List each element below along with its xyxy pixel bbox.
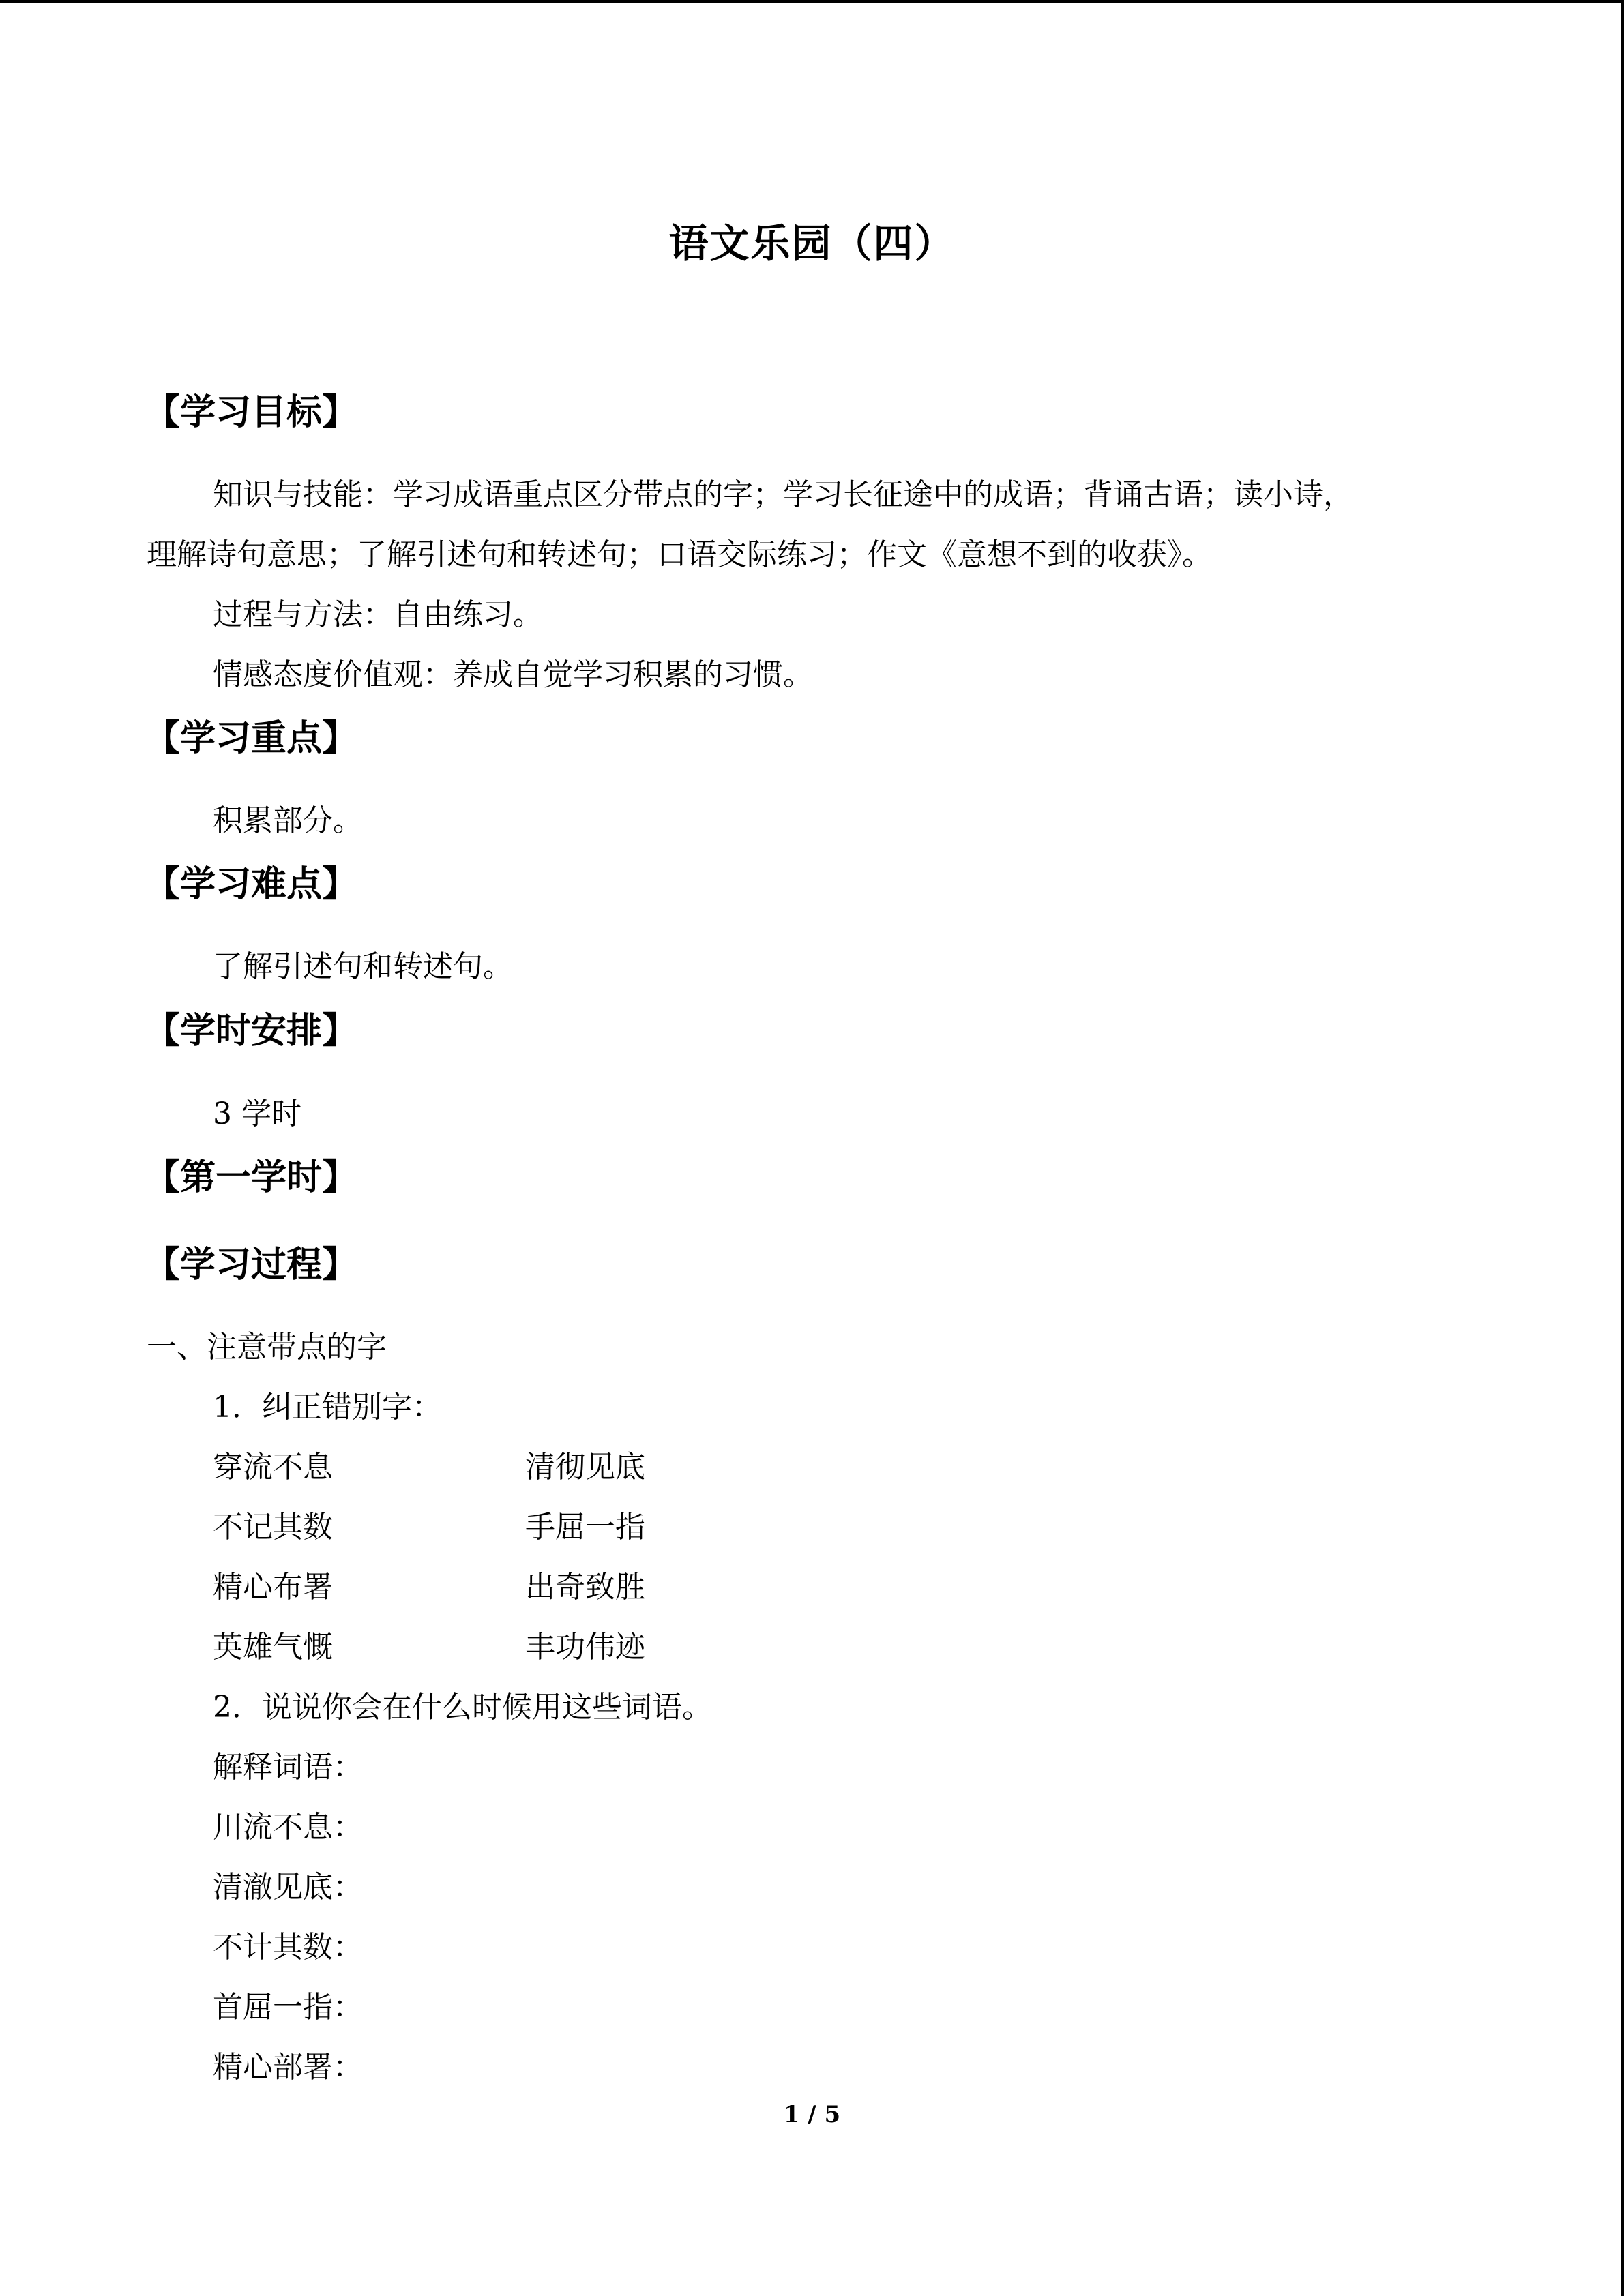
- explain-item: 精心部署：: [213, 2050, 363, 2085]
- page-number: 1 / 5: [783, 2101, 841, 2128]
- objectives-line-2: 理解诗句意思；了解引述句和转述句；口语交际练习；作文《意想不到的收获》。: [147, 537, 1212, 572]
- explain-item: 不计其数：: [213, 1930, 363, 1965]
- heading-difficulties: 【学习难点】: [145, 863, 358, 905]
- explain-label: 解释词语：: [213, 1750, 363, 1785]
- explain-item: 首屈一指：: [213, 1990, 363, 2025]
- word-left: 不记其数: [213, 1510, 333, 1545]
- word-left: 精心布署: [213, 1570, 333, 1605]
- heading-key-points: 【学习重点】: [145, 717, 358, 759]
- attitude-values: 情感态度价值观：养成自觉学习积累的习惯。: [213, 657, 813, 692]
- key-points-text: 积累部分。: [213, 803, 363, 838]
- item-two: 2．说说你会在什么时候用这些词语。: [213, 1690, 712, 1725]
- page-top-border: [0, 0, 1624, 3]
- explain-item: 川流不息：: [213, 1810, 363, 1845]
- word-right: 丰功伟迹: [525, 1630, 645, 1665]
- word-right: 清彻见底: [525, 1450, 645, 1485]
- word-left: 穿流不息: [213, 1450, 333, 1485]
- part-one-title: 一、注意带点的字: [147, 1330, 387, 1365]
- heading-objectives: 【学习目标】: [145, 391, 358, 433]
- heading-first-lesson: 【第一学时】: [145, 1157, 358, 1198]
- word-right: 手屈一指: [525, 1510, 645, 1545]
- word-right: 出奇致胜: [525, 1570, 645, 1605]
- page-right-border: [1621, 0, 1624, 2296]
- process-method: 过程与方法：自由练习。: [213, 597, 543, 632]
- schedule-text: 3 学时: [213, 1097, 301, 1131]
- heading-learning-process: 【学习过程】: [145, 1244, 358, 1285]
- objectives-line-1: 知识与技能：学习成语重点区分带点的字；学习长征途中的成语；背诵古语；读小诗，: [213, 477, 1353, 512]
- word-left: 英雄气慨: [213, 1630, 333, 1665]
- item-one: 1．纠正错别字：: [213, 1390, 442, 1425]
- explain-item: 清澈见底：: [213, 1870, 363, 1905]
- document-title: 语文乐园（四）: [668, 220, 956, 267]
- difficulties-text: 了解引述句和转述句。: [213, 949, 513, 984]
- heading-schedule: 【学时安排】: [145, 1010, 358, 1052]
